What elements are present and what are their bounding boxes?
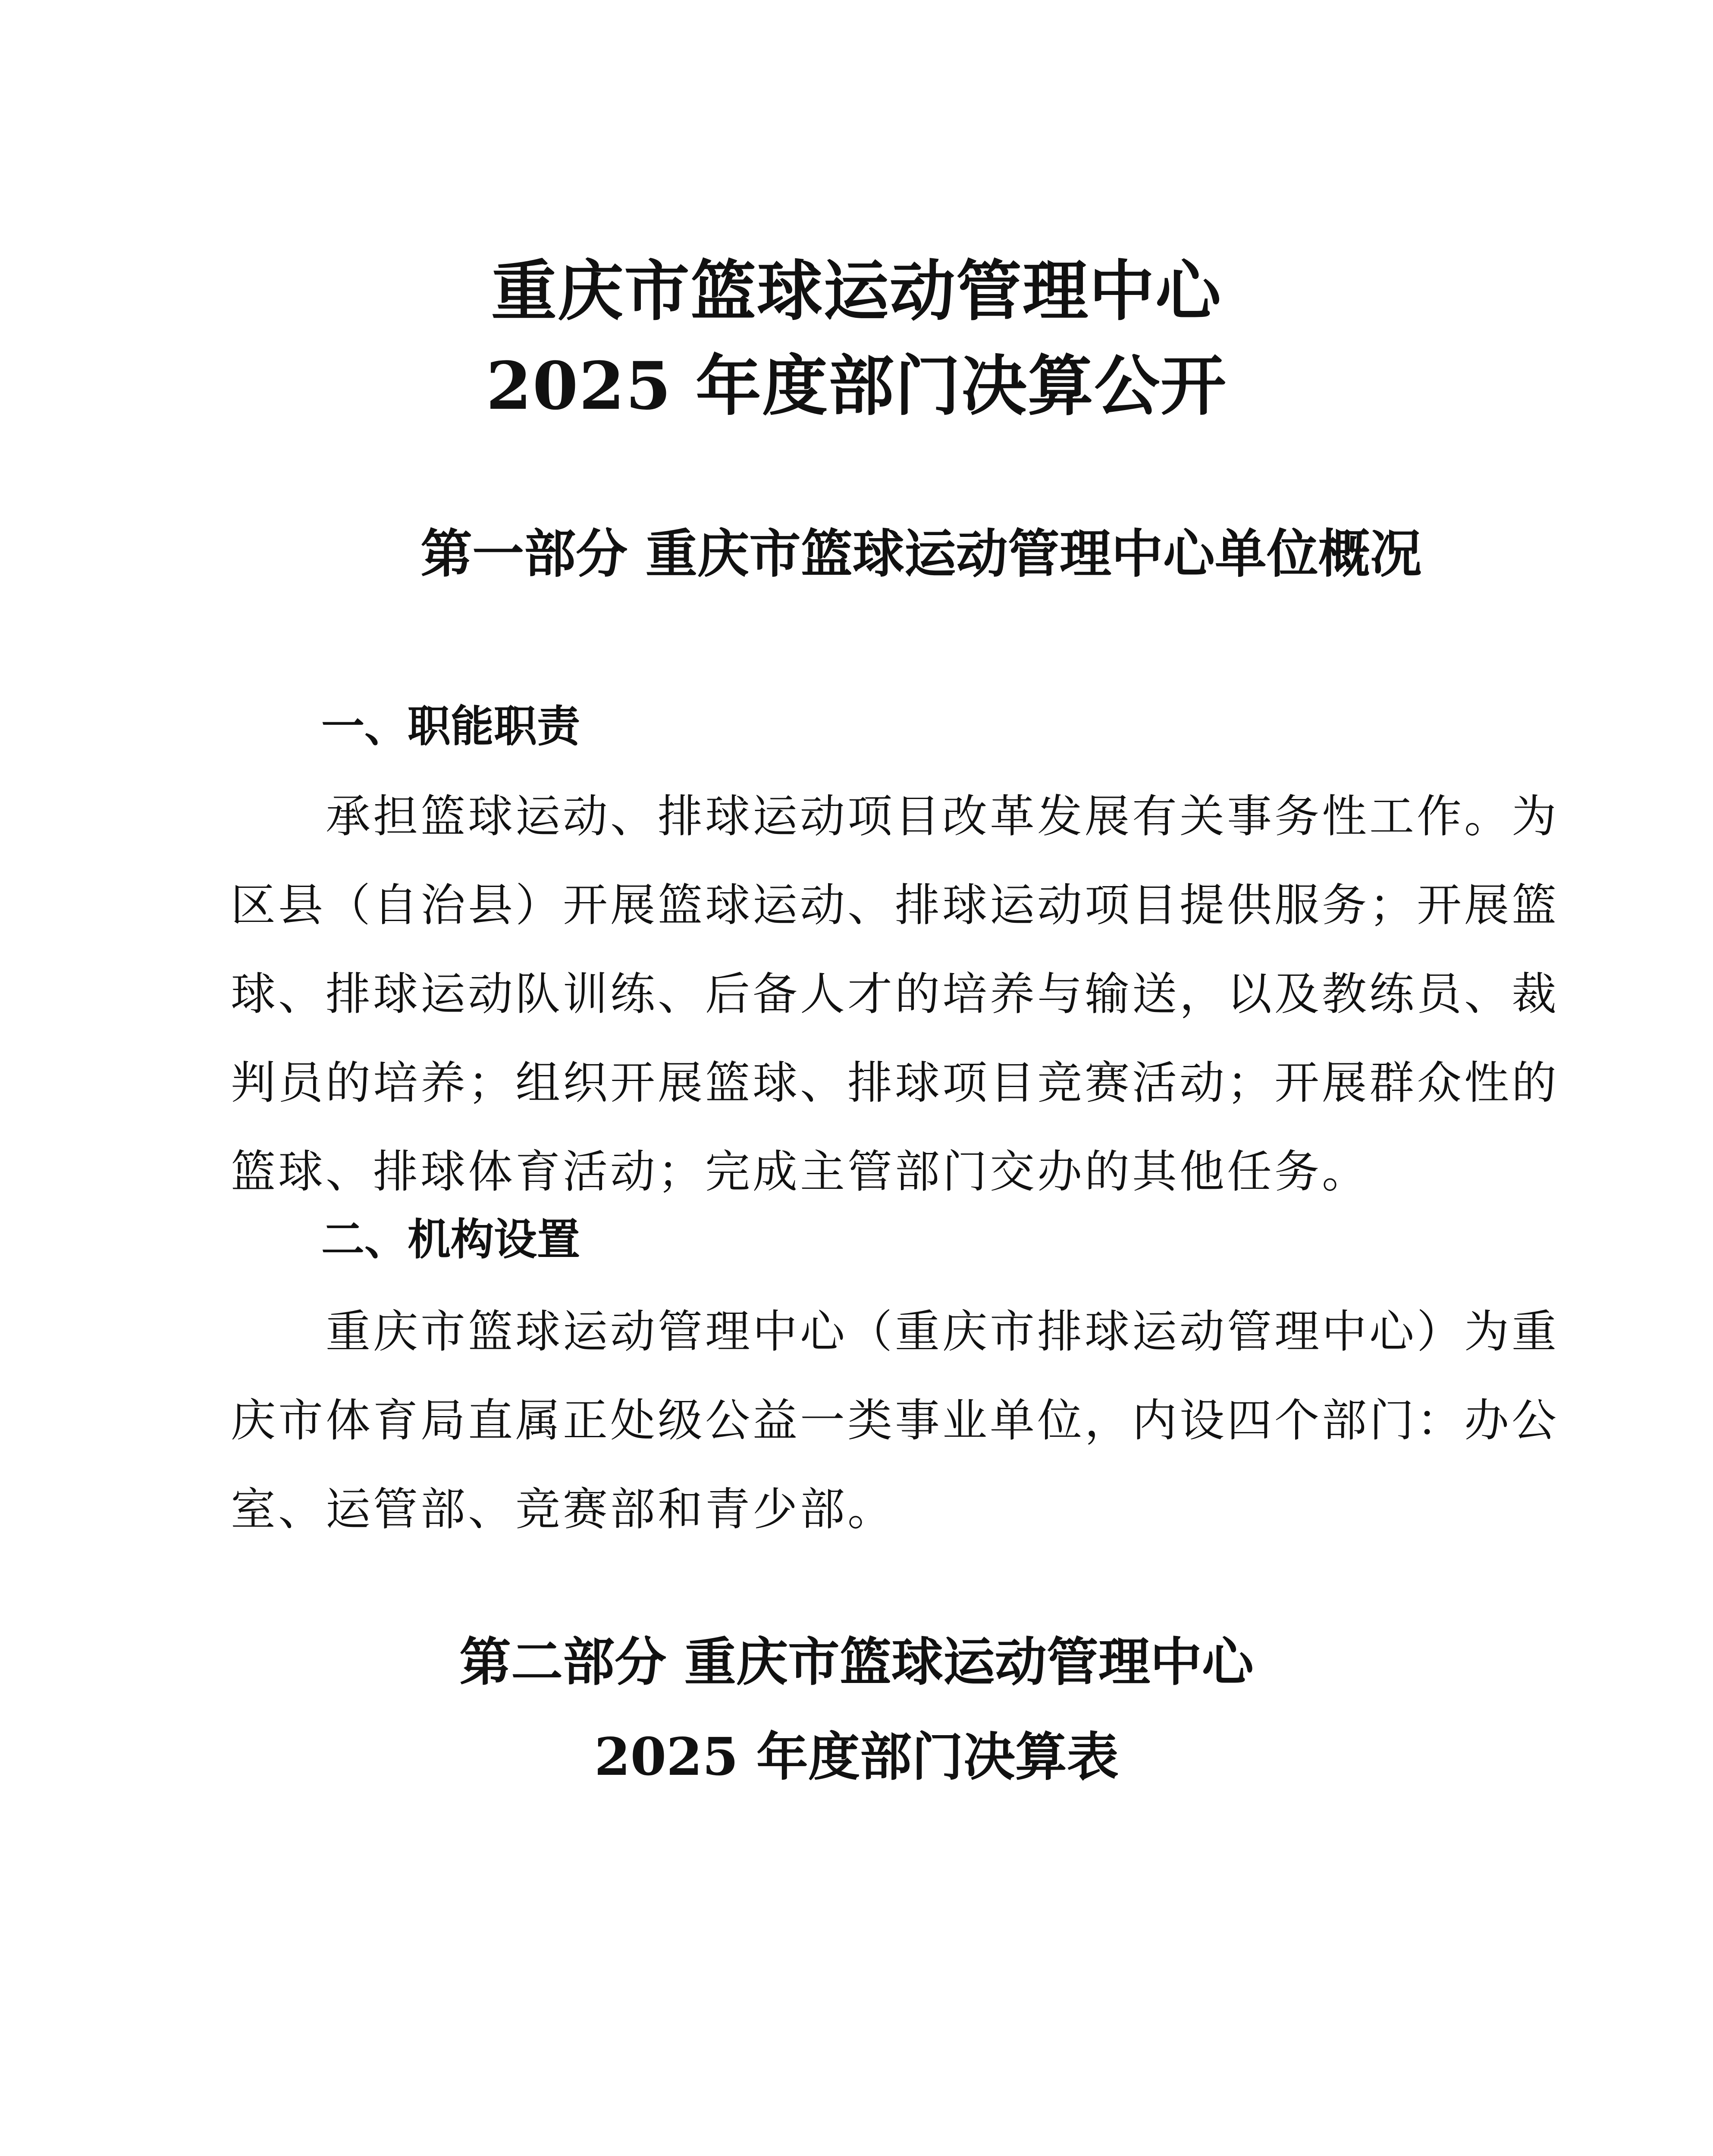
document-title-line-1: 重庆市篮球运动管理中心 [491, 252, 1222, 329]
section-heading-functions: 一、职能职责 [321, 701, 580, 752]
paragraph-line: 重庆市篮球运动管理中心（重庆市排球运动管理中心）为重 [231, 1305, 1559, 1358]
paragraph-line: 区县（自治县）开展篮球运动、排球运动项目提供服务；开展篮 [231, 879, 1559, 931]
part-2-heading-line-2: 2025 年度部门决算表 [594, 1727, 1119, 1787]
paragraph-line: 庆市体育局直属正处级公益一类事业单位，内设四个部门：办公 [231, 1394, 1559, 1447]
section-heading-organization: 二、机构设置 [321, 1214, 580, 1265]
paragraph-line: 判员的培养；组织开展篮球、排球项目竞赛活动；开展群众性的 [231, 1056, 1559, 1109]
part-2-heading-line-1: 第二部分 重庆市篮球运动管理中心 [459, 1632, 1254, 1692]
paragraph-line: 室、运管部、竞赛部和青少部。 [231, 1483, 895, 1536]
paragraph-line: 篮球、排球体育活动；完成主管部门交办的其他任务。 [231, 1145, 1370, 1198]
functions-paragraph [231, 772, 1559, 1216]
paragraph-line: 承担篮球运动、排球运动项目改革发展有关事务性工作。为 [231, 790, 1559, 843]
document-title-line-2: 2025 年度部门决算公开 [486, 347, 1227, 424]
paragraph-line: 球、排球运动队训练、后备人才的培养与输送，以及教练员、裁 [231, 968, 1559, 1020]
organization-paragraph [231, 1287, 1559, 1554]
part-1-heading: 第一部分 重庆市篮球运动管理中心单位概况 [420, 523, 1422, 584]
